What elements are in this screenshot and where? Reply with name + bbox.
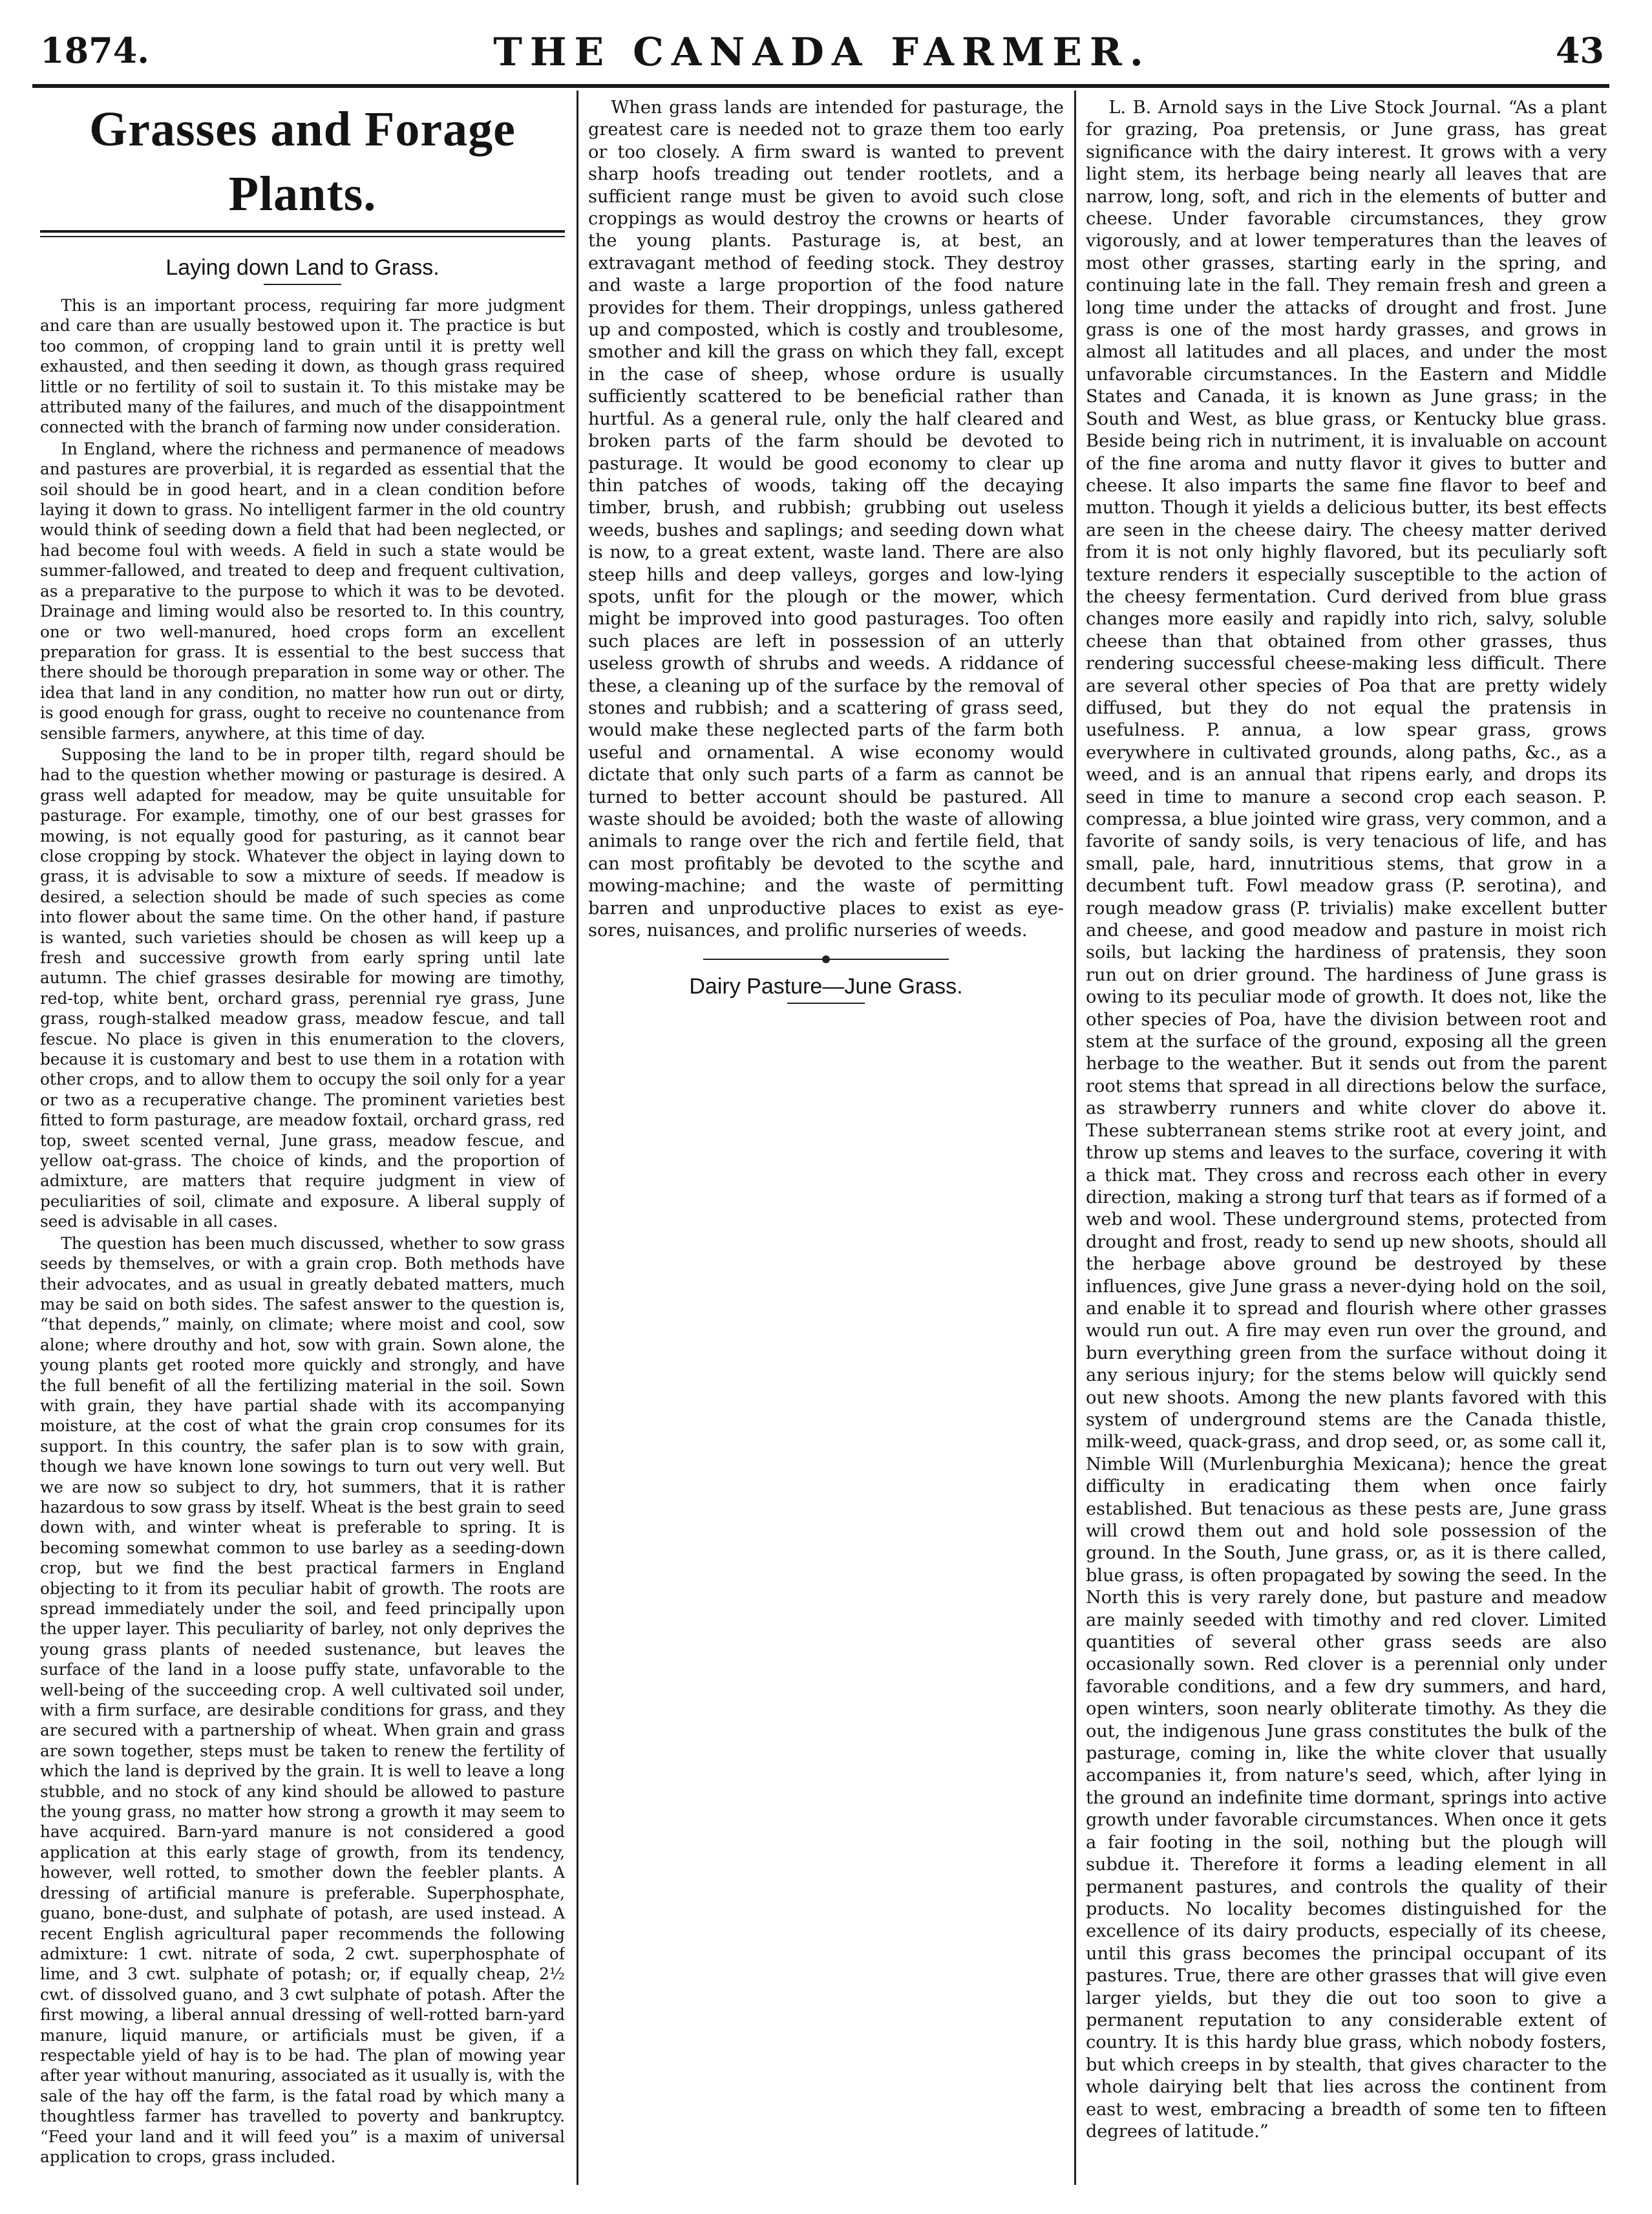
article1-paragraph-2: In England, where the richness and permanence of meadows and pastures are proverbial, it is regarded as essential that the soil should be in good heart, and in a clean condition before laying it down to grass. No intelligent farmer in the old country would think of seeding down a field that had been neglected, or had become foul with weeds. A field in such a state would be summer-fallowed, and treated to deep and frequent cultivation, as a preparative to the purpose to which it was to be devoted. Drainage and liming would also be resorted to. In this country, one or two well-manured, hoed crops form an excellent preparation for grass. It is essential to the best success that there should be thorough preparation in some way or other. The idea that land in any condition, no matter how run out or dirty, is good enough for grass, ought to receive no countenance from sensible farmers, anywhere, at this time of day. [40, 439, 565, 743]
column-3 [1086, 97, 1607, 2201]
article1-paragraph-1: This is an important process, requiring far more judgment and care than are usually bestowed upon it. The practice is but too common, of cropping land to grain until it is pretty well exhausted, and then seeding it down, as though grass required little or no fertility of soil to sustain it. To this mistake may be attributed many of the failures, and much of the disappointment connected with the branch of farming now under consideration. [40, 296, 565, 437]
section-rule [40, 230, 565, 237]
article1-paragraph-5: When grass lands are intended for pasturage, the greatest care is needed not to graze them too early or too closely. A firm sward is wanted to prevent sharp hoofs treading out tender rootlets, and a sufficient range must be given to avoid such close croppings as would destroy the crowns or hearts of the young plants. Pasturage is, at best, an extravagant method of feeding stock. They destroy and waste a large proportion of the food nature provides for them. Their droppings, unless gathered up and composted, which is costly and troublesome, smother and kill the grass on which they fall, except in the case of sheep, whose ordure is usually sufficiently scattered to be beneficial rather than hurtful. As a general rule, only the half cleared and broken parts of the farm should be devoted to pasturage. It would be good economy to clear up thin patches of woods, taking off the decaying timber, brush, and rubbish; grubbing out useless weeds, bushes and saplings; and seeding down what is now, to a great extent, waste land. There are also steep hills and deep valleys, gorges and low-lying spots, unfit for the plough or the mower, which might be improved into good pasturages. Too often such places are left in possession of an utterly useless growth of shrubs and weeds. A riddance of these, a cleaning up of the surface by the removal of stones and rubbish; and a scattering of grass seed, would make these neglected parts of the farm both useful and ornamental. A wise economy would dictate that only such parts of a farm as cannot be turned to better account should be pastured. All waste should be avoided; both the waste of allowing animals to range over the rich and fertile field, that can most profitably be devoted to the scythe and mowing-machine; and the waste of permitting barren and unproductive places to exist as eye-sores, nuisances, and prolific nurseries of weeds. [588, 98, 1064, 941]
masthead [40, 30, 1604, 81]
title-rule [264, 284, 341, 285]
newspaper-title: THE CANADA FARMER. [493, 30, 1151, 75]
article-title-laying-down-land: Laying down Land to Grass. [165, 255, 439, 280]
column-1 [40, 97, 565, 2201]
article-separator [703, 959, 949, 960]
column-divider-2 [1074, 90, 1076, 2185]
section-heading: Grasses and Forage Plants. [89, 102, 516, 221]
article-title-dairy-pasture: Dairy Pasture—June Grass. [689, 974, 963, 999]
page-number: 43 [1555, 30, 1604, 71]
article2-paragraph-1: L. B. Arnold says in the Live Stock Journal. “As a plant for grazing, Poa pretensis, or June grass, has great significance with the dairy interest. It grows with a very light stem, its herbage being nearly all leaves that are narrow, long, soft, and rich in the elements of butter and cheese. Under favorable circumstances, they grow vigorously, and at lower temperatures than the leaves of most other grasses, starting early in the spring, and continuing late in the fall. They remain fresh and green a long time under the attacks of drought and frost. June grass is one of the most hardy grasses, and grows in almost all latitudes and all places, and under the most unfavorable circumstances. In the Eastern and Middle States and Canada, it is known as June grass; in the South and West, as blue grass, or Kentucky blue grass. Beside being rich in nutriment, it is invaluable on account of the fine aroma and nutty flavor it gives to butter and cheese. It also imparts the same fine flavor to beef and mutton. Though it yields a delicious butter, its best effects are seen in the cheese dairy. The cheesy matter derived from it is not only highly flavored, but its peculiarly soft texture renders it especially susceptible to the action of the cheesy fermentation. Curd derived from blue grass changes more easily and rapidly into rich, salvy, soluble cheese than that obtained from other grasses, thus rendering successful cheese-making less difficult. There are several other species of Poa that are pretty widely diffused, but they do not equal the pratensis in usefulness. P. annua, a low spear grass, grows everywhere in cultivated grounds, along paths, &c., as a weed, and is an annual that ripens early, and drops its seed in time to manure a second crop each season. P. compressa, a blue jointed wire grass, very common, and a favorite of sandy soils, is very tenacious of life, and has small, pale, hard, innutritious stems, that grow in a decumbent tuft. Fowl meadow grass (P. serotina), and rough meadow grass (P. trivialis) make excellent butter and cheese, and good meadow and pasture in moist rich soils, but lacking the hardiness of pratensis, they soon run out on drier ground. The hardiness of June grass is owing to its peculiar mode of growth. It does not, like the other species of Poa, have the division between root and stem at the surface of the ground, exposing all the green herbage to the weather. But it sends out from the parent root stems that spread in all directions below the surface, as strawberry runners and white clover do above it. These subterranean stems strike root at every joint, and throw up stems and leaves to the surface, covering it with a thick mat. They cross and recross each other in every direction, making a strong turf that tears as if formed of a web and wool. These underground stems, protected from drought and frost, ready to send up new shoots, should all the herbage above ground be destroyed by these influences, give June grass a never-dying hold on the soil, and enable it to spread and flourish where other grasses would run out. A fire may even run over the ground, and burn everything green from the surface without doing it any serious injury; for the stems below will quickly send out new shoots. Among the new plants favored with this system of underground stems are the Canada thistle, milk-weed, quack-grass, and drop seed, or, as some call it, Nimble Will (Murlenburghia Mexicana); hence the great difficulty in eradicating them when once fairly established. But tenacious as these pests are, June grass will crowd them out and hold sole possession of the ground. In the South, June grass, or, as it is there called, blue grass, is often propagated by sowing the seed. In the North this is very rarely done, but pasture and meadow are mainly seeded with timothy and red clover. Limited quantities of several other grass seeds are also occasionally sown. Red clover is a perennial only under favorable conditions, and a few dry summers, and hard, open winters, soon nearly obliterate timothy. As they die out, the indigenous June grass constitutes the bulk of the pasturage, coming in, like the white clover that usually accompanies it, from nature's seed, which, after lying in the ground an indefinite time dormant, springs into active growth under favorable circumstances. When once it gets a fair footing in the soil, nothing but the plough will subdue it. Therefore it forms a leading element in all permanent pastures, and controls the quality of their products. No locality becomes distinguished for the excellence of its dairy products, especially of its cheese, until this grass becomes the principal occupant of its pastures. True, there are other grasses that will give even larger yields, but they die out too soon to give a permanent reputation to any considerable extent of country. It is this hardy blue grass, which nobody fosters, but which creeps in by stealth, that gives character to the whole dairying belt that lies across the continent from east to west, embracing a breadth of some ten to fifteen degrees of latitude.” [1086, 98, 1607, 2142]
article1-paragraph-4: The question has been much discussed, whether to sow grass seeds by themselves, or with a grain crop. Both methods have their advocates, and as usual in greatly debated matters, much may be said on both sides. The safest answer to the question is, “that depends,” mainly, on climate; where moist and cool, sow alone; where drouthy and hot, sow with grain. Sown alone, the young plants get rooted more quickly and strongly, and have the full benefit of all the fertilizing material in the soil. Sown with grain, they have partial shade with its accompanying moisture, at the cost of what the grain crop consumes for its support. In this country, the safer plan is to sow with grain, though we have known lone sowings to turn out very well. But we are now so subject to dry, hot summers, that it is rather hazardous to sow grass by itself. Wheat is the best grain to seed down with, and winter wheat is preferable to spring. It is becoming somewhat common to use barley as a seeding-down crop, but we find the best practical farmers in England objecting to it from its peculiar habit of growth. The roots are spread immediately under the soil, and feed principally upon the upper layer. This peculiarity of barley, not only deprives the young grass plants of needed sustenance, but leaves the surface of the land in a loose puffy state, unfavorable to the well-being of the succeeding crop. A well cultivated soil under, with a firm surface, are desirable conditions for grass, and they are secured with a partnership of wheat. When grain and grass are sown together, steps must be taken to renew the fertility of which the land is deprived by the grain. It is well to leave a long stubble, and no stock of any kind should be allowed to pasture the young grass, no matter how strong a growth it may seem to have acquired. Barn-yard manure is not considered a good application at this early stage of growth, from its tendency, however, well rotted, to smother down the feebler plants. A dressing of artificial manure is preferable. Superphosphate, guano, bone-dust, and sulphate of potash, are used instead. A recent English agricultural paper recommends the following admixture: 1 cwt. nitrate of soda, 2 cwt. superphosphate of lime, and 3 cwt. sulphate of potash; or, if equally cheap, 2½ cwt. of dissolved guano, and 3 cwt sulphate of potash. After the first mowing, a liberal annual dressing of well-rotted barn-yard manure, liquid manure, or artificials must be given, if a respectable yield of hay is to be had. The plan of mowing year after year without manuring, associated as it usually is, with the sale of the hay off the farm, is the fatal road by which many a thoughtless farmer has travelled to poverty and bankruptcy. “Feed your land and it will feed you” is a maxim of universal application to crops, grass included. [40, 1233, 565, 2166]
title-rule-2 [787, 1003, 865, 1004]
article1-paragraph-3: Supposing the land to be in proper tilth, regard should be had to the question whether mowing or pasturage is desired. A grass well adapted for meadow, may be quite unsuitable for pasturage. For example, timothy, one of our best grasses for mowing, is not equally good for pasturing, as it cannot bear close cropping by stock. Whatever the object in laying down to grass, it is advisable to sow a mixture of seeds. If meadow is desired, a selection should be made of such species as come into flower about the same time. On the other hand, if pasture is wanted, such varieties should be chosen as will keep up a fresh and successive growth from early spring until late autumn. The chief grasses desirable for mowing are timothy, red-top, white bent, orchard grass, perennial rye grass, June grass, rough-stalked meadow grass, meadow fescue, and tall fescue. No place is given in this enumeration to the clovers, because it is customary and best to use them in a rotation with other crops, and to allow them to occupy the soil only for a year or two as a recuperative change. The prominent varieties best fitted to form pasturage, are meadow foxtail, orchard grass, red top, sweet scented vernal, June grass, meadow fescue, and yellow oat-grass. The choice of kinds, and the proportion of admixture, are matters that require judgment in view of peculiarities of soil, climate and exposure. A liberal supply of seed is advisable in all cases. [40, 745, 565, 1231]
column-divider-1 [577, 90, 578, 2185]
masthead-rule [32, 84, 1609, 88]
column-2 [588, 97, 1064, 2201]
issue-year: 1874. [40, 30, 150, 71]
